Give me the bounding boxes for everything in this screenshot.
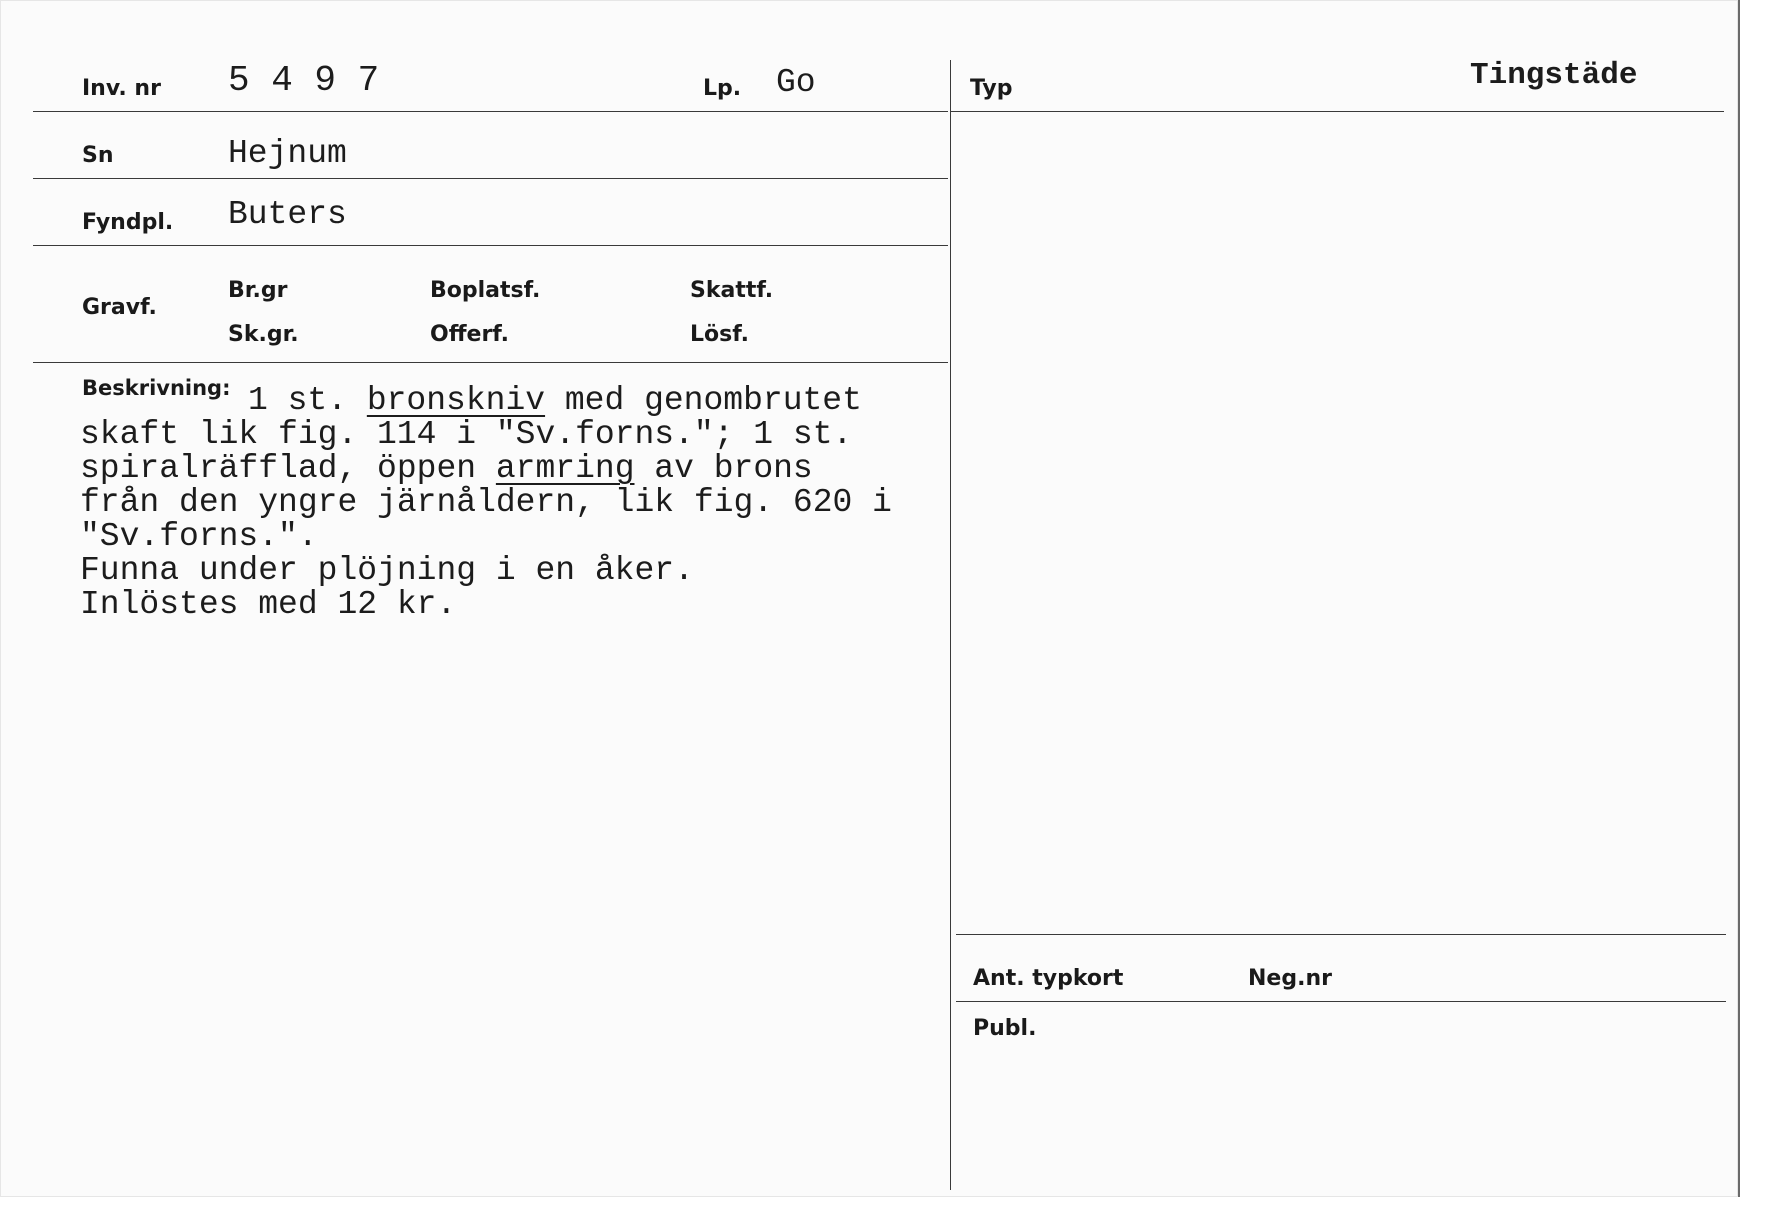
description-text (80, 384, 892, 622)
description-line: Funna under plöjning i en åker. (80, 552, 694, 589)
brgr-label: Br.gr (228, 278, 288, 303)
description-line: 1 st. bronskniv med genombrutet (248, 382, 862, 419)
fyndpl-value: Buters (228, 196, 347, 233)
beskrivning-label: Beskrivning: (82, 376, 231, 400)
skattf-label: Skattf. (690, 278, 774, 303)
row-divider (956, 1001, 1726, 1002)
ant-typkort-label: Ant. typkort (973, 966, 1124, 991)
row-divider (33, 111, 948, 112)
row-divider (33, 178, 948, 179)
description-line: Inlöstes med 12 kr. (80, 586, 457, 623)
underlined-term: armring (495, 450, 635, 487)
underlined-term: bronskniv (366, 382, 546, 419)
row-divider (956, 934, 1726, 935)
row-divider (33, 245, 948, 246)
offerf-label: Offerf. (430, 322, 510, 347)
lp-label: Lp. (703, 76, 742, 101)
publ-label: Publ. (973, 1016, 1037, 1041)
inv-nr-value: 5 4 9 7 (228, 60, 380, 101)
typ-label: Typ (970, 76, 1013, 101)
gravf-label: Gravf. (82, 295, 157, 320)
losf-label: Lösf. (690, 322, 749, 347)
fyndpl-label: Fyndpl. (82, 210, 174, 235)
row-divider (950, 111, 1724, 112)
row-divider (33, 362, 948, 363)
sn-label: Sn (82, 143, 114, 168)
sn-value: Hejnum (228, 135, 347, 172)
negnr-label: Neg.nr (1248, 966, 1332, 991)
description-line: från den yngre järnåldern, lik fig. 620 i (80, 484, 892, 521)
boplatsf-label: Boplatsf. (430, 278, 541, 303)
typ-value: Tingstäde (1470, 58, 1638, 93)
column-divider (950, 60, 951, 1190)
lp-value: Go (776, 64, 816, 101)
skgr-label: Sk.gr. (228, 322, 299, 347)
description-line: "Sv.forns.". (80, 518, 318, 555)
description-line: skaft lik fig. 114 i "Sv.forns."; 1 st. (80, 416, 853, 453)
inv-nr-label: Inv. nr (82, 76, 161, 101)
description-line: spiralräfflad, öppen armring av brons (80, 450, 813, 487)
